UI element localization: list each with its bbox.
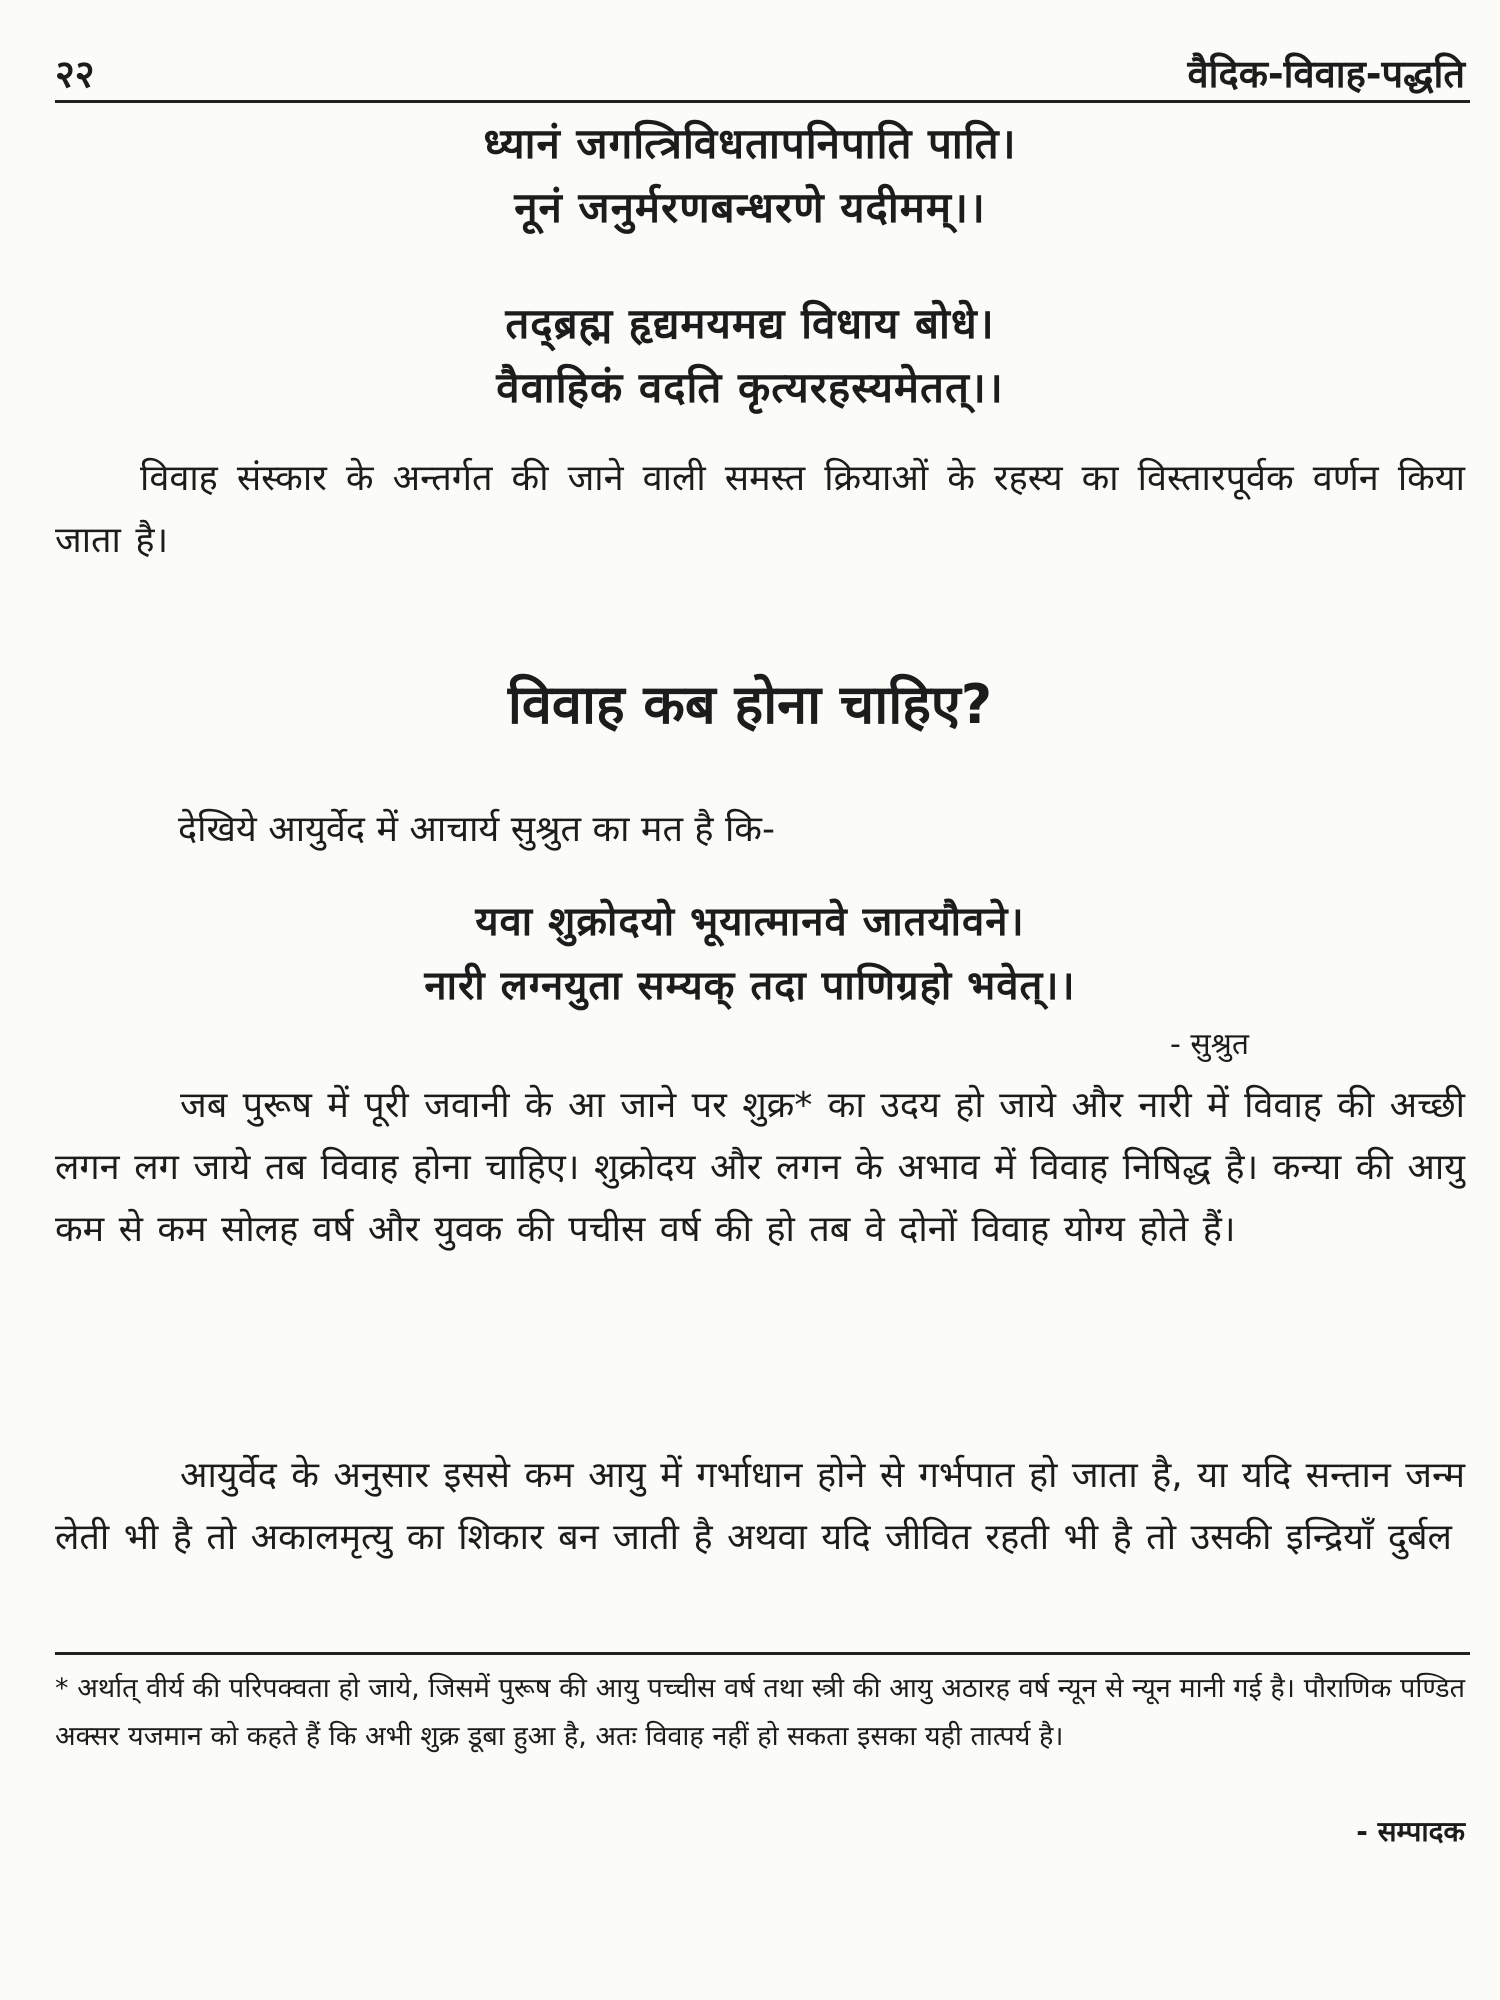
page-number: २२ xyxy=(55,52,95,96)
intro-line: देखिये आयुर्वेद में आचार्य सुश्रुत का मत है कि- xyxy=(178,809,775,850)
verse-line: तद्ब्रह्म हृद्यमयमद्य विधाय बोधे। xyxy=(505,299,995,348)
verse-line: नारी लग्नयुता सम्यक् तदा पाणिग्रहो भवेत्।। xyxy=(424,963,1076,1009)
paragraph-1: विवाह संस्कार के अन्तर्गत की जाने वाली समस्त क्रियाओं के रहस्य का विस्तारपूर्वक वर्णन किया जाता है। xyxy=(55,458,1465,561)
footnote-signature: - सम्पादक xyxy=(1356,1815,1465,1848)
footnote-text: * अर्थात् वीर्य की परिपक्वता हो जाये, जिसमें पुरूष की आयु पच्चीस वर्ष तथा स्त्री की आयु अठारह वर्ष न्यून से न्यून मानी गई है। पौराणिक पण्डित अक्सर यजमान को कहते हैं कि अभी शुक्र डूबा हुआ है, अतः विवाह नहीं हो सकता इसका यही तात्पर्य है। xyxy=(55,1673,1465,1752)
verse-line: ध्यानं जगत्त्रिविधतापनिपाति पाति। xyxy=(483,119,1017,168)
header-divider xyxy=(55,100,1470,103)
verse-block-2 xyxy=(0,292,1500,420)
verse-block-1 xyxy=(0,112,1500,240)
verse-line: वैवाहिकं वदति कृत्यरहस्यमेतत्।। xyxy=(496,363,1004,412)
footnote-divider xyxy=(55,1652,1470,1655)
paragraph-2: जब पुरूष में पूरी जवानी के आ जाने पर शुक्र* का उदय हो जाये और नारी में विवाह की अच्छी लगन लग जाये तब विवाह होना चाहिए। शुक्रोदय और लगन के अभाव में विवाह निषिद्ध है। कन्या की आयु कम से कम सोलह वर्ष और युवक की पचीस वर्ष की हो तब वे दोनों विवाह योग्य होते हैं। xyxy=(55,1085,1465,1250)
running-title: वैदिक-विवाह-पद्धति xyxy=(1187,52,1465,96)
verse-attribution: - सुश्रुत xyxy=(1170,1027,1249,1062)
section-heading: विवाह कब होना चाहिए? xyxy=(507,673,993,736)
paragraph-3: आयुर्वेद के अनुसार इससे कम आयु में गर्भाधान होने से गर्भपात हो जाता है, या यदि सन्तान जन्म लेती भी है तो अकालमृत्यु का शिकार बन जाती है अथवा यदि जीवित रहती भी है तो उसकी इन्द्रियाँ दुर्बल xyxy=(55,1455,1465,1558)
page-header xyxy=(55,52,1465,96)
verse-line: यवा शुक्रोदयो भूयात्मानवे जातयौवने। xyxy=(475,899,1025,945)
verse-block-3 xyxy=(0,890,1500,1018)
verse-line: नूनं जनुर्मरणबन्धरणे यदीमम्।। xyxy=(514,183,986,232)
